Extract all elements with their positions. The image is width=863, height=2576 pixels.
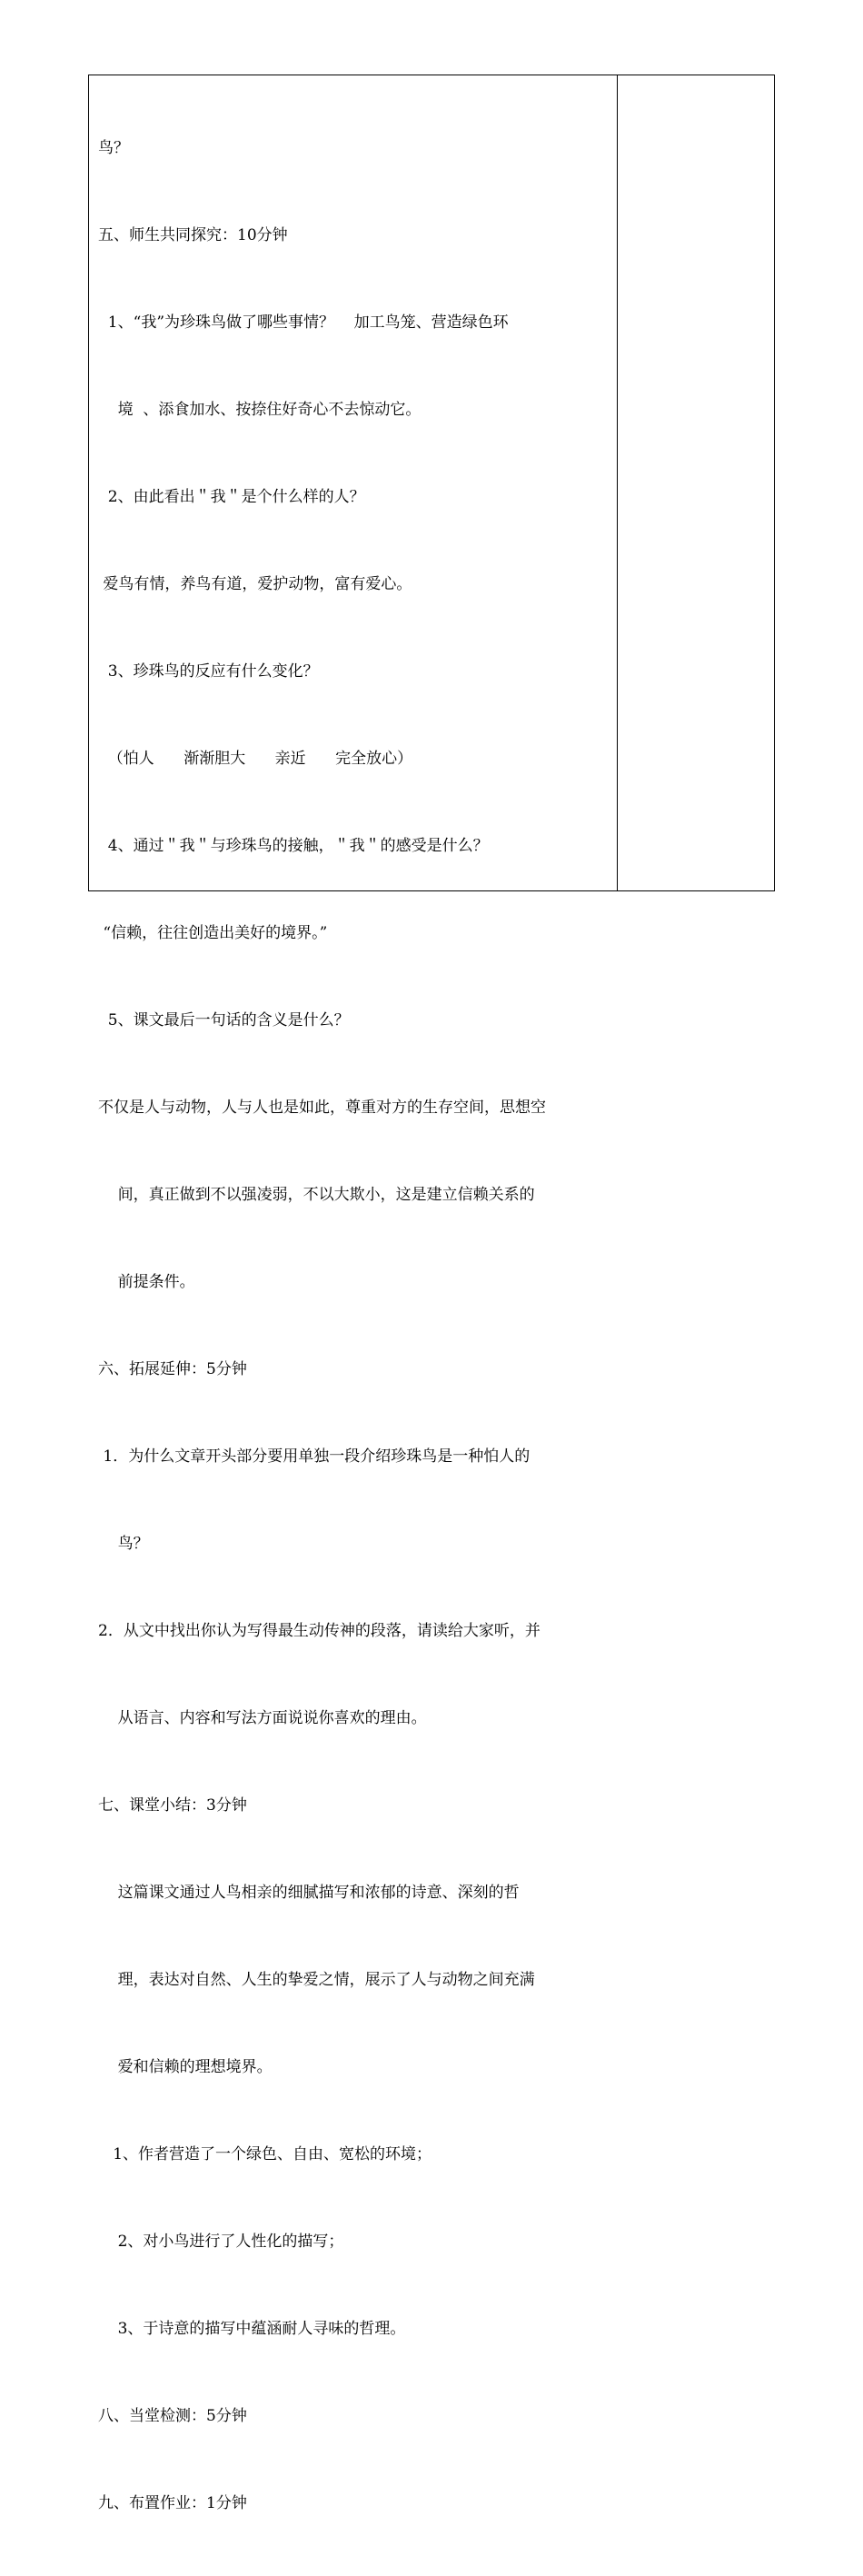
text-line: “信赖，往往创造出美好的境界。” — [98, 924, 328, 942]
text-line: 1、作者营造了一个绿色、自由、宽松的环境； — [98, 2145, 432, 2163]
text-line: 前提条件。 — [98, 1273, 195, 1291]
section-heading-9: 九、布置作业：1分钟 — [98, 2494, 247, 2512]
lesson-content-cell — [98, 75, 607, 2576]
text-line: 1．为什么文章开头部分要用单独一段介绍珍珠鸟是一种怕人的 — [98, 1447, 531, 1466]
text-line: （怕人 渐渐胆大 亲近 完全放心） — [98, 750, 413, 768]
text-line: 不仅是人与动物，人与人也是如此，尊重对方的生存空间，思想空 — [98, 1099, 546, 1117]
text-line: 鸟？ — [98, 1535, 149, 1553]
text-line: 4、通过＂我＂与珍珠鸟的接触，＂我＂的感受是什么？ — [98, 837, 489, 855]
notes-cell — [618, 75, 774, 890]
section-heading-6: 六、拓展延伸：5分钟 — [98, 1360, 247, 1378]
text-line: 5、课文最后一句话的含义是什么？ — [98, 1011, 350, 1029]
text-line: 鸟？ — [98, 139, 129, 157]
section-heading-8: 八、当堂检测：5分钟 — [98, 2407, 247, 2425]
section-heading-7: 七、课堂小结：3分钟 — [98, 1796, 247, 1815]
text-line: 3、于诗意的描写中蕴涵耐人寻味的哲理。 — [98, 2320, 406, 2338]
text-line: 2、由此看出＂我＂是个什么样的人？ — [98, 488, 365, 506]
text-line: 间，真正做到不以强凌弱，不以大欺小，这是建立信赖关系的 — [98, 1186, 535, 1204]
text-line: 爱鸟有情，养鸟有道，爱护动物，富有爱心。 — [98, 575, 412, 593]
text-line: 境 、添食加水、按捺住好奇心不去惊动它。 — [98, 401, 422, 419]
text-line: 这篇课文通过人鸟相亲的细腻描写和浓郁的诗意、深刻的哲 — [98, 1884, 520, 1902]
text-line: 2．从文中找出你认为写得最生动传神的段落，请读给大家听，并 — [98, 1622, 541, 1640]
text-line: 爱和信赖的理想境界。 — [98, 2058, 273, 2076]
lesson-table — [88, 75, 775, 2512]
text-line: 理，表达对自然、人生的挚爱之情，展示了人与动物之间充满 — [98, 1971, 535, 1989]
text-line: 1、“我”为珍珠鸟做了哪些事情？ 加工鸟笼、营造绿色环 — [98, 313, 509, 332]
text-line: 从语言、内容和写法方面说说你喜欢的理由。 — [98, 1709, 427, 1727]
text-line: 2、对小鸟进行了人性化的描写； — [98, 2233, 344, 2251]
text-line: 3、珍珠鸟的反应有什么变化？ — [98, 662, 319, 681]
section-heading-5: 五、师生共同探究：10分钟 — [98, 226, 288, 244]
